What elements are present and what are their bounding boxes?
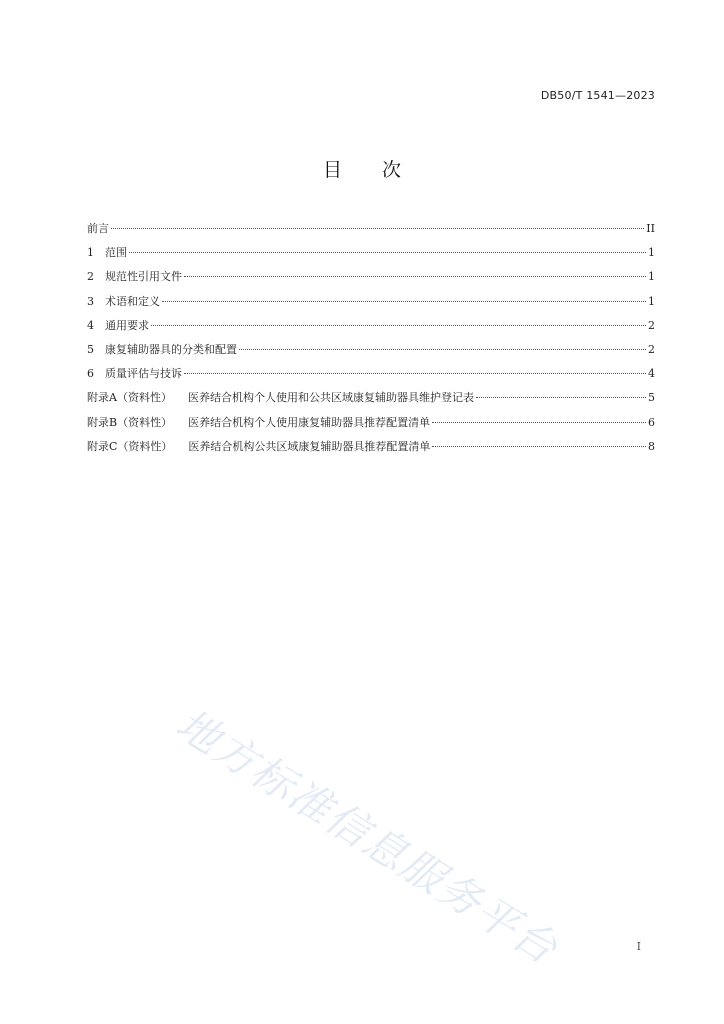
- toc-page: 8: [648, 439, 655, 453]
- toc-page: II: [646, 222, 655, 235]
- toc-page: 2: [648, 342, 655, 356]
- toc-page: 6: [648, 415, 655, 429]
- toc-leader: [239, 349, 646, 350]
- toc-page: 2: [648, 318, 655, 332]
- toc-entry-foreword[interactable]: [87, 220, 655, 244]
- toc-label: 医养结合机构个人使用康复辅助器具推荐配置清单: [188, 415, 431, 429]
- toc-number: 1: [87, 246, 94, 260]
- toc-leader: [184, 276, 646, 277]
- toc-appendix-tag: 附录C（资料性）: [87, 439, 173, 453]
- toc-number: 5: [87, 342, 94, 356]
- toc-number: 6: [87, 367, 94, 381]
- toc-entry-2[interactable]: [87, 268, 655, 292]
- toc-leader: [111, 228, 644, 229]
- toc-label: 康复辅助器具的分类和配置: [105, 342, 237, 356]
- watermark: 地方标准信息服务平台: [167, 699, 567, 975]
- title-part1: 目: [322, 159, 342, 181]
- toc-leader: [151, 325, 646, 326]
- toc-page: 1: [648, 246, 655, 260]
- toc-entry-5[interactable]: [87, 341, 655, 365]
- toc-label: 通用要求: [105, 318, 149, 332]
- toc-label: 医养结合机构公共区域康复辅助器具推荐配置清单: [188, 439, 431, 453]
- toc-page: 5: [648, 391, 655, 405]
- standard-code: DB50/T 1541—2023: [540, 89, 655, 102]
- toc-leader: [129, 252, 646, 253]
- toc-label: 质量评估与技诉: [105, 367, 182, 381]
- toc-number: 2: [87, 270, 94, 284]
- toc-leader: [432, 422, 646, 423]
- toc-page: 4: [648, 367, 655, 381]
- toc-entry-appendix-a[interactable]: [87, 389, 655, 413]
- toc-leader: [432, 446, 646, 447]
- toc-label: 规范性引用文件: [105, 270, 182, 284]
- toc-leader: [162, 301, 646, 302]
- toc-entry-3[interactable]: [87, 293, 655, 317]
- toc-entry-4[interactable]: [87, 317, 655, 341]
- toc-number: 3: [87, 294, 94, 308]
- page-number: I: [636, 940, 641, 953]
- toc-number: 4: [87, 318, 94, 332]
- toc-entry-appendix-b[interactable]: [87, 414, 655, 438]
- toc-appendix-tag: 附录B（资料性）: [87, 415, 173, 429]
- toc-page: 1: [648, 294, 655, 308]
- toc-label: 范围: [105, 246, 127, 260]
- toc-entry-1[interactable]: [87, 244, 655, 268]
- table-of-contents: [87, 220, 655, 462]
- toc-entry-6[interactable]: [87, 365, 655, 389]
- toc-leader: [184, 373, 646, 374]
- page-title: [0, 155, 724, 182]
- toc-label: 术语和定义: [105, 294, 160, 308]
- toc-label: 医养结合机构个人使用和公共区域康复辅助器具维护登记表: [187, 391, 474, 405]
- toc-entry-appendix-c[interactable]: [87, 438, 655, 462]
- toc-leader: [476, 397, 646, 398]
- toc-page: 1: [648, 270, 655, 284]
- toc-label: 前言: [87, 222, 109, 235]
- title-part2: 次: [382, 159, 402, 181]
- toc-appendix-tag: 附录A（资料性）: [87, 391, 172, 405]
